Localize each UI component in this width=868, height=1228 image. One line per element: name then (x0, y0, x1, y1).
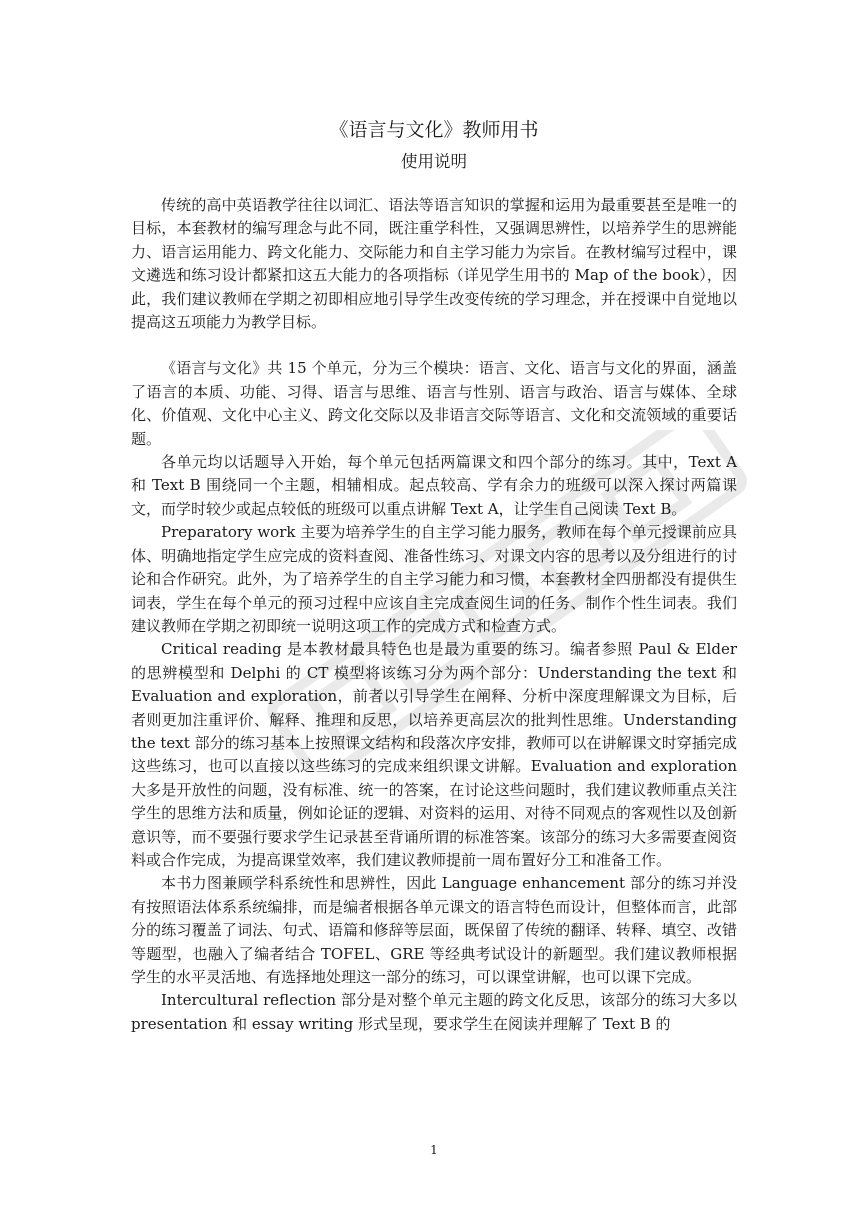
paragraph-units: 各单元均以话题导入开始，每个单元包括两篇课文和四个部分的练习。其中，Text A 和 Text B 围绕同一个主题，相辅相成。起点较高、学有余力的班级可以深入探讨两篇课文，而学时较少或起点较低的班级可以重点讲解 Text A，让学生自己阅读 Text B。 (131, 453, 737, 518)
paragraph-intro: 传统的高中英语教学往往以词汇、语法等语言知识的掌握和运用为最重要甚至是唯一的目标，本套教材的编写理念与此不同，既注重学科性，又强调思辨性，以培养学生的思辨能力、语言运用能力、跨文化能力、交际能力和自主学习能力为宗旨。在教材编写过程中，课文遴选和练习设计都紧扣这五大能力的各项指标（详见学生用书的 Map of the book），因此，我们建议教师在学期之初即相应地引导学生改变传统的学习理念，并在授课中自觉地以提高这五项能力为教学目标。 (131, 196, 737, 332)
page-number: 1 (430, 1143, 438, 1157)
paragraph-intercultural-reflection: Intercultural reflection 部分是对整个单元主题的跨文化反思，该部分的练习大多以 presentation 和 essay writing 形式呈现，要求学生在阅读并理解了 Text B 的 (131, 991, 737, 1033)
paragraph-language-enhancement: 本书力图兼顾学科系统性和思辨性，因此 Language enhancement 部分的练习并没有按照语法体系系统编排，而是编者根据各单元课文的语言特色而设计，但整体而言，此部分的练习覆盖了词法、句式、语篇和修辞等层面，既保留了传统的翻译、转释、填空、改错等题型，也融入了编者结合 TOFEL、GRE 等经典考试设计的新题型。我们建议教师根据学生的水平灵活地、有选择地处理这一部分的练习，可以课堂讲解，也可以课下完成。 (131, 874, 737, 986)
document-title: 《语言与文化》教师用书 (329, 119, 539, 141)
paragraph-modules: 《语言与文化》共 15 个单元，分为三个模块：语言、文化、语言与文化的界面，涵盖了语言的本质、功能、习得、语言与思维、语言与性别、语言与政治、语言与媒体、全球化、价值观、文化中心主义、跨文化交际以及非语言交际等语言、文化和交流领域的重要话题。 (131, 359, 737, 448)
paragraph-preparatory-work: Preparatory work 主要为培养学生的自主学习能力服务，教师在每个单元授课前应具体、明确地指定学生应完成的资料查阅、准备性练习、对课文内容的思考以及分组进行的讨论和合作研究。此外，为了培养学生的自主学习能力和习惯，本套教材全四册都没有提供生词表，学生在每个单元的预习过程中应该自主完成查阅生词的任务、制作个性生词表。我们建议教师在学期之初即统一说明这项工作的完成方式和检查方式。 (131, 523, 737, 635)
paragraph-critical-reading: Critical reading 是本教材最具特色也是最为重要的练习。编者参照 Paul & Elder 的思辨模型和 Delphi 的 CT 模型将该练习分为两个部分：Understanding the text 和 Evaluation and exploration，前者以引导学生在阐释、分析中深度理解课文为目标，后者则更加注重评价、解释、推理和反思，以培养更高层次的批判性思维。Understanding the text 部分的练习基本上按照课文结构和段落次序安排，教师可以在讲解课文时穿插完成这些练习，也可以直接以这些练习的完成来组织课文讲解。Evaluation and exploration 大多是开放性的问题，没有标准、统一的答案，在讨论这些问题时，我们建议教师重点关注学生的思维方法和质量，例如论证的逻辑、对资料的运用、对待不同观点的客观性以及创新意识等，而不要强行要求学生记录甚至背诵所谓的标准答案。该部分的练习大多需要查阅资料或合作完成，为提高课堂效率，我们建议教师提前一周布置好分工和准备工作。 (131, 640, 737, 869)
body-text (131, 194, 737, 1036)
document-subtitle: 使用说明 (401, 152, 467, 171)
